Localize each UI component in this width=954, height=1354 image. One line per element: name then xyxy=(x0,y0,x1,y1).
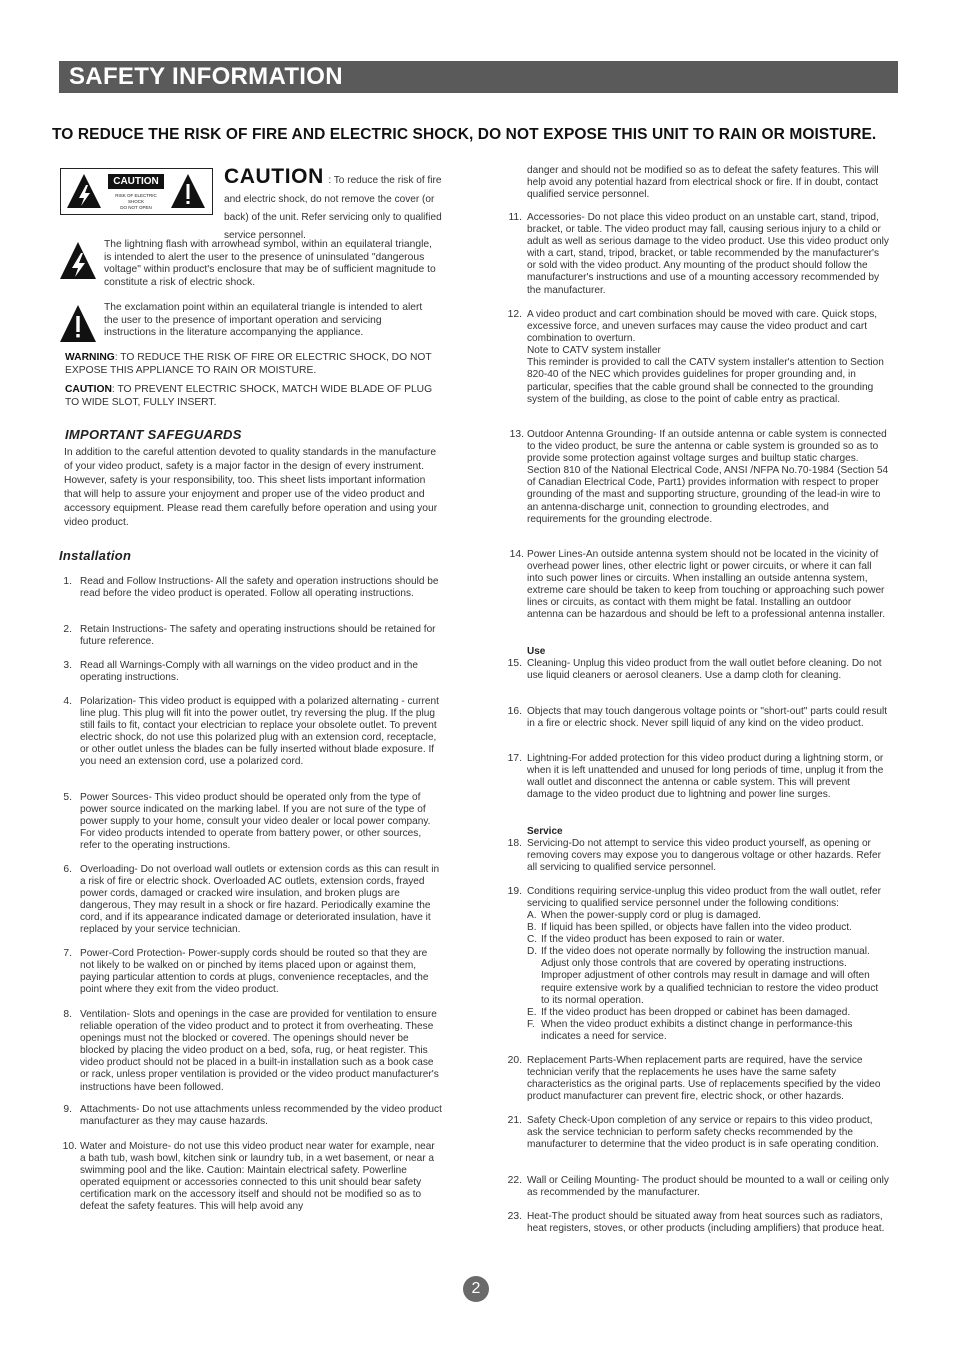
item-text: Power Lines-An outside antenna system should not be located in the vicinity of overhead power lines, other electric light or power circuits, or where it can fall into such power lines or circuits. When installing an outside antenna system, extreme care should be taken to keep from touching or approaching such power lines or circuits, as contact with them might be fatal. Installing an outdoor antenna can be hazardous and should be left to a professional antenna installer. xyxy=(527,549,886,621)
item-text: Heat-The product should be situated away from heat sources such as radiators, heat registers, stoves, or other products (including amplifiers) that produce heat. xyxy=(527,1211,885,1235)
caution-plug-label: CAUTION xyxy=(65,384,112,395)
item-number: 16. xyxy=(507,706,522,717)
item-number: 17. xyxy=(507,753,522,764)
list-item xyxy=(50,660,442,684)
item-text: Polarization- This video product is equipped with a polarized alternating - current line plug. This plug will fit into the power outlet, try reversing the plug. If the plug still fails to fit, contact your electrician to replace your obsolete outlet. To prevent electric shock, do not use this polarized plug with an extension cord, receptacle, or other outlet unless the blades can be fully inserted without blade exposure. If you need an extension cord, use a polarized cord. xyxy=(80,696,439,768)
list-item xyxy=(497,212,889,297)
item-number: 3. xyxy=(63,660,72,671)
exclamation-triangle-icon xyxy=(59,304,97,344)
item-number: 5. xyxy=(63,792,72,803)
sub-item-text: When the power-supply cord or plug is damaged. xyxy=(541,910,761,921)
item-text: Objects that may touch dangerous voltage points or "short-out" parts could result in a fire or electric shock. Never spill liquid of any kind on the video product. xyxy=(527,706,888,730)
caution-text: : To reduce the risk of fire and electric shock, do not remove the cover (or back) of the unit. Refer servicing only to qualified service personnel. xyxy=(224,175,442,241)
sub-item-letter: A. xyxy=(527,910,537,921)
caution-plug-block xyxy=(65,383,437,409)
list-item xyxy=(497,1115,889,1151)
warning-block xyxy=(65,351,437,377)
item-number: 20. xyxy=(507,1055,522,1066)
sub-item xyxy=(527,1019,889,1043)
exclamation-text: The exclamation point within an equilateral triangle is intended to alert the user to the presence of important operation and servicing instructions in the literature accompanying the appliance. xyxy=(104,302,423,338)
item-text: Safety Check-Upon completion of any service or repairs to this video product, ask the service technician to perform safety checks recommended by the manufacturer to determine that the video product is in safe operating condition. xyxy=(527,1115,879,1151)
item-number: 1. xyxy=(63,576,72,587)
item-text: Water and Moisture- do not use this video product near water for example, near a bath tub, wash bowl, kitchen sink or laundry tub, in a wet basement, or near a swimming pool and the like. Caution: Maintain electrical safety. Powerline operated equipment or accessories connected to this unit should bear safety certification mark on the accessory itself and should not be modified so as to defeat the safety features. This will help avoid any xyxy=(80,1141,435,1213)
caution-heading: CAUTION xyxy=(224,165,324,188)
warning-headline: TO REDUCE THE RISK OF FIRE AND ELECTRIC SHOCK, DO NOT EXPOSE THIS UNIT TO RAIN OR MOISTURE. xyxy=(52,126,877,143)
warning-text: : TO REDUCE THE RISK OF FIRE OR ELECTRIC SHOCK, DO NOT EXPOSE THIS APPLIANCE TO RAIN OR MOISTURE. xyxy=(65,352,432,376)
sub-item-letter: D. xyxy=(527,946,538,958)
sub-item xyxy=(527,1007,889,1019)
item-number: 15. xyxy=(507,658,522,669)
item-number: 10. xyxy=(62,1141,77,1152)
lightning-text: The lightning flash with arrowhead symbol, within an equilateral triangle, is intended to alert the user to the presence of uninsulated "dangerous voltage" within product's enclosure that may be of sufficient magnitude to constitute a risk of electric shock. xyxy=(104,239,436,288)
item-text: Read all Warnings-Comply with all warnings on the video product and in the operating instructions. xyxy=(80,660,418,684)
exclamation-triangle-icon xyxy=(169,172,207,210)
list-item xyxy=(497,753,889,801)
item-text: Outdoor Antenna Grounding- If an outside antenna or cable system is connected to the video product, be sure the antenna or cable system is grounded so as to provide some protection against voltage surges and builtup static charges. Section 810 of the National Electrical Code, ANSI /NFPA No.70-1984 (Section 54 of Canadian Electrical Code, Part1) provides information with respect to proper grounding of the mast and supporting structure, grounding of the lead-in wire to an antenna-discharge unit, connection to grounding electrodes, and requirements for the grounding electrode. xyxy=(527,429,889,525)
sub-item xyxy=(527,934,889,946)
lightning-triangle-icon xyxy=(59,241,97,281)
item-text: Note to CATV system installer xyxy=(527,345,661,357)
list-item xyxy=(497,838,889,874)
list-item xyxy=(50,1104,442,1128)
caution-label-sub1: RISK OF ELECTRIC SHOCK xyxy=(115,193,157,204)
item-number: 7. xyxy=(63,948,72,959)
item-text: Power-Cord Protection- Power-supply cords should be routed so that they are not likely to be walked on or pinched by items placed upon or against them, paying particular attention to cords at plugs, convenience receptacles, and the point where they exit from the video product. xyxy=(80,948,429,996)
caution-label xyxy=(60,168,213,215)
item-number: 6. xyxy=(63,864,72,875)
sub-item xyxy=(527,946,889,1006)
item-text: Accessories- Do not place this video product on an unstable cart, stand, tripod, bracket, or table. The video product may fall, causing serious injury to a child or adult as well as serious damage to the video product. Use this video product only with a cart, stand, tripod, bracket, or table recommended by the manufacturer's or sold with the video product. Any mounting of the product should follow the manufacturer's instructions and use of a mounting accessory recommended by the manufacturer. xyxy=(527,212,889,296)
item-text: Ventilation- Slots and openings in the case are provided for ventilation to ensure reliable operation of the video product and to protect it from overheating. These openings must not the blocked or covered. The openings should never be blocked by placing the video product on a bed, sofa, rug, or heat register. This video product should not be placed in a built-in installation such as a book case or rack, unless proper ventilation is provided or the video product manufacturer's instructions have been followed. xyxy=(80,1009,439,1093)
title-bar xyxy=(59,61,898,93)
list-item xyxy=(497,1055,897,1103)
lightning-triangle-icon xyxy=(65,172,103,210)
safeguards-heading: IMPORTANT SAFEGUARDS xyxy=(65,427,242,442)
list-item xyxy=(50,792,442,852)
warning-label: WARNING xyxy=(65,352,115,363)
list-item xyxy=(50,696,442,769)
item-text: Replacement Parts-When replacement parts are required, have the service technician verify that the replacements he uses have the same safety characteristics as the original parts. Use of replacements specified by the video product manufacturer can prevent fire, electric shock, or other hazards. xyxy=(527,1055,881,1103)
caution-block xyxy=(224,165,446,243)
list-item xyxy=(497,706,889,730)
sub-item-text: If the video does not operate normally by following the instruction manual. Adjust only those controls that are covered by operating instructions. Improper adjustment of other controls may result in damage and will often require extensive work by a qualified technician to restore the video product to its normal operation. xyxy=(541,946,879,1006)
item-number: 2. xyxy=(63,624,72,635)
caution-label-box xyxy=(108,174,164,210)
sub-item-text: If the video product has been dropped or cabinet has been damaged. xyxy=(541,1006,851,1018)
item-text: Lightning-For added protection for this video product during a lightning storm, or when it is left unattended and unused for long periods of time, unplug it from the wall outlet and disconnect the antenna or cable system. This will prevent damage to the video product due to lightning and power line surges. xyxy=(527,753,884,801)
sub-item-text: When the video product exhibits a distinct change in performance-this indicates a need for service. xyxy=(541,1018,853,1042)
list-item xyxy=(50,948,442,996)
item-text: Conditions requiring service-unplug this video product from the wall outlet, refer servicing to qualified service personnel under the following conditions: xyxy=(527,886,882,910)
item-number: 8. xyxy=(63,1009,72,1020)
item-number: 14. xyxy=(509,549,524,560)
caution-plug-text: : TO PREVENT ELECTRIC SHOCK, MATCH WIDE BLADE OF PLUG TO WIDE SLOT, FULLY INSERT. xyxy=(65,384,433,408)
item-number: 23. xyxy=(507,1211,522,1222)
safeguards-text: In addition to the careful attention devoted to quality standards in the manufacture of your video product, safety is a major factor in the design of every instrument. However, safety is your responsibility, too. This sheet lists important information that will help to assure your enjoyment and proper use of the video product and accessory equipment. Please read them carefully before operation and using your video product. xyxy=(64,447,438,528)
sub-item-letter: B. xyxy=(527,922,537,934)
sub-list xyxy=(527,910,889,1043)
item-text: Wall or Ceiling Mounting- The product should be mounted to a wall or ceiling only as recommended by the manufacturer. xyxy=(527,1175,889,1199)
sub-item-letter: E. xyxy=(527,1006,537,1018)
list-item xyxy=(497,429,889,526)
item-number: 21. xyxy=(507,1115,522,1126)
sub-item xyxy=(527,910,889,922)
item-number: 22. xyxy=(507,1175,522,1186)
page-title: SAFETY INFORMATION xyxy=(69,63,343,90)
item-text: Retain Instructions- The safety and operating instructions should be retained for future reference. xyxy=(80,624,436,648)
list-item xyxy=(50,864,442,937)
list-item xyxy=(50,624,442,648)
item-number: 12. xyxy=(507,309,522,320)
item-text: Read and Follow Instructions- All the safety and operation instructions should be read before the video product is operated. Follow all operating instructions. xyxy=(80,576,439,600)
sub-item-text: If liquid has been spilled, or objects have fallen into the video product. xyxy=(541,922,852,934)
list-item xyxy=(50,1009,442,1094)
item-number: 11. xyxy=(508,212,522,223)
item-text: Servicing-Do not attempt to service this video product yourself, as opening or removing covers may expose you to dangerous voltage or other hazards. Refer all servicing to qualified service personnel. xyxy=(527,838,882,874)
item-text: Cleaning- Unplug this video product from the wall outlet before cleaning. Do not use liquid cleaners or aerosol cleaners. Use a damp cloth for cleaning. xyxy=(527,658,882,682)
page-number: 2 xyxy=(463,1276,489,1302)
item-text: Power Sources- This video product should be operated only from the type of power source indicated on the marking label. If you are not sure of the type of power supply to your home, consult your video dealer or local power company. For video products intended to operate from battery power, or other sources, refer to the operating instructions. xyxy=(80,792,431,852)
list-item xyxy=(497,886,889,910)
item-number: 9. xyxy=(63,1104,72,1115)
use-subheading: Use xyxy=(527,646,546,657)
sub-item-letter: F. xyxy=(527,1018,535,1030)
sub-item xyxy=(527,922,889,934)
item-number: 19. xyxy=(507,886,522,897)
caution-label-title: CAUTION xyxy=(108,174,164,189)
list-item xyxy=(497,309,889,406)
item-number: 18. xyxy=(507,838,522,849)
list-item xyxy=(50,576,442,600)
item-text: danger and should not be modified so as to defeat the safety features. This will help avoid any potential hazard from electrical shock or fire. If in doubt, contact qualified service personnel. xyxy=(527,165,879,201)
item-text: Overloading- Do not overload wall outlets or extension cords as this can result in a risk of fire or electric shock. Overloaded AC outlets, extension cords, frayed power cords, damaged or cracked wire insulation, and broken plugs are dangerous, They may result in a shock or fire hazard. Periodically examine the cord, and if its appearance indicated damage or deteriorated insulation, have it replaced by your service technician. xyxy=(80,864,440,936)
list-item xyxy=(50,1141,442,1214)
installation-heading: Installation xyxy=(59,548,132,563)
item-text: This reminder is provided to call the CATV system installer's attention to Section 820-40 of the NEC which provides guidelines for proper grounding and, in particular, specifies that the cable ground shall be connected to the grounding system of the building, as close to the point of cable entry as practical. xyxy=(527,357,884,405)
item-text: A video product and cart combination should be moved with care. Quick stops, excessive force, and uneven surfaces may cause the video product and cart combination to overturn. xyxy=(527,309,878,345)
list-item xyxy=(497,1175,889,1199)
item-text: Attachments- Do not use attachments unless recommended by the video product manufacturer as they may cause hazards. xyxy=(80,1104,442,1128)
list-item xyxy=(497,658,889,682)
item-number: 13. xyxy=(509,429,524,440)
list-item xyxy=(497,165,889,201)
list-item xyxy=(497,1211,889,1235)
item-number: 4. xyxy=(63,696,72,707)
service-subheading: Service xyxy=(527,826,563,837)
sub-item-letter: C. xyxy=(527,934,538,946)
caution-label-sub2: DO NOT OPEN xyxy=(120,205,152,210)
list-item xyxy=(497,549,889,622)
sub-item-text: If the video product has been exposed to rain or water. xyxy=(541,934,785,946)
